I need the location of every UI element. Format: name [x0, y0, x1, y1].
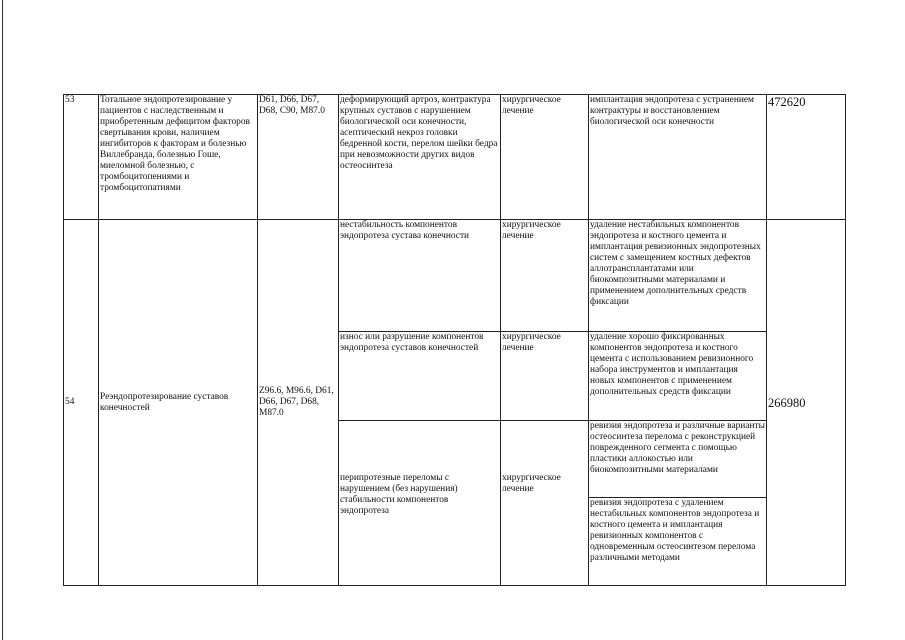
cost-cell: 266980	[767, 220, 846, 586]
patient-model-cell: деформирующий артроз, контрактура крупных суставов с нарушением биологической оси конечности, асептический некроз головки бедренной кости, перелом шейки бедра при невозможности других видов остеосинтеза	[339, 95, 501, 220]
table-row-53	[64, 95, 846, 220]
patient-model-cell: износ или разрушение компонентов эндопротеза суставов конечностей	[339, 332, 501, 421]
medical-services-table	[63, 94, 846, 586]
table-row-54-sub1	[64, 220, 846, 332]
treatment-method-cell: ревизия эндопротеза и различные варианты остеосинтеза перелома с реконструкцией поврежденного сегмента с помощью пластики аллокостью или биокомпозитными материалами	[589, 421, 767, 498]
row-number-cell: 53	[64, 95, 99, 220]
icd-codes-cell: Z96.6, M96.6, D61, D66, D67, D68, M87.0	[258, 220, 339, 586]
patient-model-cell: нестабильность компонентов эндопротеза сустава конечности	[339, 220, 501, 332]
patient-model-cell: перипротезные переломы с нарушением (без нарушения) стабильности компонентов эндопротеза	[339, 421, 501, 586]
row-number-cell: 54	[64, 220, 99, 586]
treatment-type-cell: хирургическое лечение	[501, 220, 589, 332]
cost-cell: 472620	[767, 95, 846, 220]
intervention-name-cell: Тотальное эндопротезирование у пациентов с наследственным и приобретенным дефицитом факторов свертывания крови, наличием ингибиторов к факторам и болезнью Виллебранда, болезнью Гоше, миеломной болезнью, с тромбоцитопениями и тромбоцитопатиями	[99, 95, 258, 220]
intervention-name-cell: Реэндопротезирование суставов конечностей	[99, 220, 258, 586]
treatment-type-cell: хирургическое лечение	[501, 95, 589, 220]
page-margin-line	[2, 0, 3, 640]
treatment-method-cell: удаление нестабильных компонентов эндопротеза и костного цемента и имплантация ревизионных эндопротезных систем с замещением костных дефектов аллотрансплантатами или биокомпозитными материалами и применением дополнительных средств фиксации	[589, 220, 767, 332]
treatment-method-cell: ревизия эндопротеза с удалением нестабильных компонентов эндопротеза и костного цемента и имплантация ревизионных компонентов с одновременным остеосинтезом перелома различными методами	[589, 498, 767, 586]
treatment-method-cell: удаление хорошо фиксированных компонентов эндопротеза и костного цемента с использованием ревизионного набора инструментов и имплантация новых компонентов с применением дополнительных средств фиксации	[589, 332, 767, 421]
icd-codes-cell: D61, D66, D67, D68, C90, M87.0	[258, 95, 339, 220]
treatment-type-cell: хирургическое лечение	[501, 332, 589, 421]
treatment-type-cell: хирургическое лечение	[501, 421, 589, 586]
treatment-method-cell: имплантация эндопротеза с устранением контрактуры и восстановлением биологической оси конечности	[589, 95, 767, 220]
